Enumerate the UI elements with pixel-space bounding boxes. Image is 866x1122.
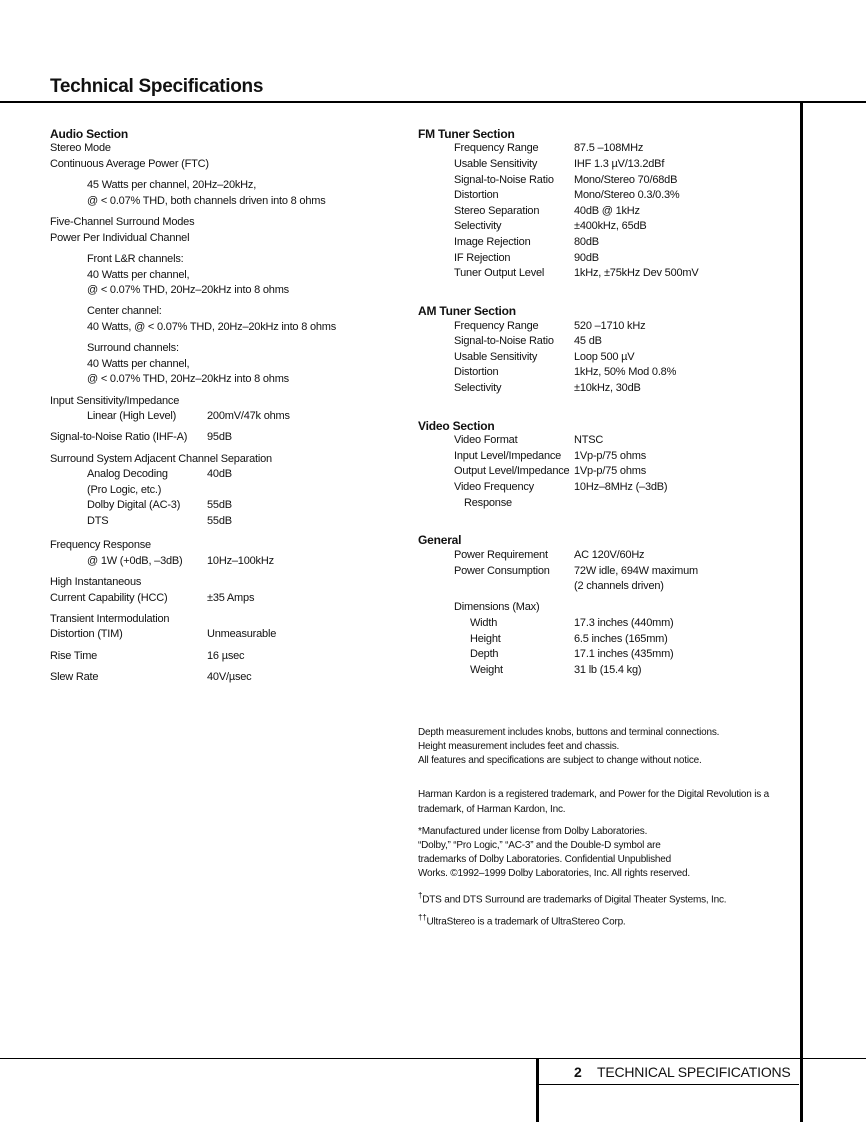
video-label: Input Level/Impedance bbox=[454, 450, 562, 462]
fm-value: ±400kHz, 65dB bbox=[574, 220, 647, 232]
fm-value: IHF 1.3 µV/13.2dBf bbox=[574, 158, 665, 170]
dimensions-label: Dimensions (Max) bbox=[454, 601, 540, 613]
dimension-value: 17.3 inches (440mm) bbox=[574, 617, 674, 629]
video-label: Video Format bbox=[454, 434, 518, 446]
power-consumption-value: 72W idle, 694W maximum bbox=[574, 565, 698, 577]
dts-trademark-note bbox=[418, 889, 726, 907]
video-label: Output Level/Impedance bbox=[454, 465, 570, 477]
general-section-heading: General bbox=[418, 533, 462, 547]
video-label: Video Frequency bbox=[454, 481, 534, 493]
analog-decoding-label: Analog Decoding bbox=[87, 468, 168, 480]
dts-trademark-text: DTS and DTS Surround are trademarks of Digital Theater Systems, Inc. bbox=[422, 894, 727, 906]
fm-label: Signal-to-Noise Ratio bbox=[454, 174, 554, 186]
fm-value: Mono/Stereo 0.3/0.3% bbox=[574, 189, 680, 201]
power-consumption-value-2: (2 channels driven) bbox=[574, 580, 664, 592]
channel-separation-label: Surround System Adjacent Channel Separation bbox=[50, 453, 272, 465]
fm-label: Stereo Separation bbox=[454, 205, 540, 217]
hcc-line-1: High Instantaneous bbox=[50, 576, 142, 588]
footer-rule bbox=[0, 1058, 866, 1059]
fm-label: Usable Sensitivity bbox=[454, 158, 538, 170]
dimension-value: 6.5 inches (165mm) bbox=[574, 633, 668, 645]
am-value: 1kHz, 50% Mod 0.8% bbox=[574, 366, 677, 378]
tim-line-1: Transient Intermodulation bbox=[50, 613, 170, 625]
am-label: Distortion bbox=[454, 366, 499, 378]
footer-label-underline bbox=[539, 1084, 799, 1085]
am-value: 45 dB bbox=[574, 335, 602, 347]
ultrastereo-trademark-text: UltraStereo is a trademark of UltraStereo Corp. bbox=[426, 916, 626, 928]
video-value: NTSC bbox=[574, 434, 604, 446]
frequency-response-sub: @ 1W (+0dB, –3dB) bbox=[87, 555, 183, 567]
snr-value: 95dB bbox=[207, 431, 232, 443]
dimension-value: 31 lb (15.4 kg) bbox=[574, 664, 642, 676]
rise-time-value: 16 µsec bbox=[207, 650, 245, 662]
frequency-response-value: 10Hz–100kHz bbox=[207, 555, 274, 567]
power-requirement-label: Power Requirement bbox=[454, 549, 548, 561]
fm-label: Tuner Output Level bbox=[454, 267, 545, 279]
fm-label: Selectivity bbox=[454, 220, 502, 232]
fm-value: 1kHz, ±75kHz Dev 500mV bbox=[574, 267, 699, 279]
change-note: All features and specifications are subject to change without notice. bbox=[418, 755, 702, 766]
dts-label: DTS bbox=[87, 515, 109, 527]
continuous-power-label: Continuous Average Power (FTC) bbox=[50, 158, 209, 170]
am-value: Loop 500 µV bbox=[574, 351, 635, 363]
center-channel-label: Center channel: bbox=[87, 305, 162, 317]
dimension-label: Weight bbox=[470, 664, 503, 676]
am-label: Selectivity bbox=[454, 382, 502, 394]
am-label: Signal-to-Noise Ratio bbox=[454, 335, 554, 347]
am-value: ±10kHz, 30dB bbox=[574, 382, 641, 394]
footer-vertical-rule bbox=[536, 1058, 539, 1122]
frequency-response-label: Frequency Response bbox=[50, 539, 151, 551]
fm-value: 40dB @ 1kHz bbox=[574, 205, 640, 217]
power-requirement-value: AC 120V/60Hz bbox=[574, 549, 645, 561]
slew-rate-value: 40V/µsec bbox=[207, 671, 252, 683]
audio-section-heading: Audio Section bbox=[50, 127, 129, 141]
linear-label: Linear (High Level) bbox=[87, 410, 177, 422]
dimension-value: 17.1 inches (435mm) bbox=[574, 648, 674, 660]
slew-rate-label: Slew Rate bbox=[50, 671, 99, 683]
double-dagger-mark: †† bbox=[418, 913, 427, 922]
five-channel-label: Five-Channel Surround Modes bbox=[50, 216, 195, 228]
front-channels-line-1: 40 Watts per channel, bbox=[87, 269, 190, 281]
right-column-rule bbox=[800, 101, 803, 1122]
video-value: 10Hz–8MHz (–3dB) bbox=[574, 481, 668, 493]
fm-label: IF Rejection bbox=[454, 252, 511, 264]
dagger-mark: † bbox=[418, 891, 423, 900]
surround-channels-label: Surround channels: bbox=[87, 342, 179, 354]
video-value: 1Vp-p/75 ohms bbox=[574, 450, 646, 462]
tim-value: Unmeasurable bbox=[207, 628, 277, 640]
input-sensitivity-label: Input Sensitivity/Impedance bbox=[50, 395, 180, 407]
fm-value: Mono/Stereo 70/68dB bbox=[574, 174, 678, 186]
ultrastereo-trademark-note bbox=[418, 911, 626, 929]
front-channels-line-2: @ < 0.07% THD, 20Hz–20kHz into 8 ohms bbox=[87, 284, 289, 296]
snr-label: Signal-to-Noise Ratio (IHF-A) bbox=[50, 431, 188, 443]
power-consumption-label: Power Consumption bbox=[454, 565, 550, 577]
analog-decoding-value: 40dB bbox=[207, 468, 232, 480]
fm-label: Frequency Range bbox=[454, 142, 539, 154]
stereo-power-line-1: 45 Watts per channel, 20Hz–20kHz, bbox=[87, 179, 257, 191]
fm-value: 87.5 –108MHz bbox=[574, 142, 644, 154]
video-value: 1Vp-p/75 ohms bbox=[574, 465, 646, 477]
dimension-label: Width bbox=[470, 617, 498, 629]
am-section-heading: AM Tuner Section bbox=[418, 304, 516, 318]
center-channel-line-1: 40 Watts, @ < 0.07% THD, 20Hz–20kHz into 8 ohms bbox=[87, 321, 337, 333]
am-label: Usable Sensitivity bbox=[454, 351, 538, 363]
front-channels-label: Front L&R channels: bbox=[87, 253, 184, 265]
video-section-heading: Video Section bbox=[418, 419, 495, 433]
dolby-note-line-2: “Dolby,” “Pro Logic,” “AC-3” and the Double-D symbol are bbox=[418, 840, 661, 851]
dolby-note-line-4: Works. ©1992–1999 Dolby Laboratories, Inc. All rights reserved. bbox=[418, 868, 690, 879]
harman-trademark-line-2: trademark, of Harman Kardon, Inc. bbox=[418, 804, 566, 815]
footer-section-label: TECHNICAL SPECIFICATIONS bbox=[597, 1064, 791, 1080]
pro-logic-label: (Pro Logic, etc.) bbox=[87, 484, 162, 496]
power-per-channel-label: Power Per Individual Channel bbox=[50, 232, 190, 244]
tim-line-2: Distortion (TIM) bbox=[50, 628, 123, 640]
hcc-value: ±35 Amps bbox=[207, 592, 255, 604]
am-value: 520 –1710 kHz bbox=[574, 320, 646, 332]
dolby-digital-value: 55dB bbox=[207, 499, 232, 511]
fm-value: 80dB bbox=[574, 236, 599, 248]
dts-value: 55dB bbox=[207, 515, 232, 527]
dimension-label: Depth bbox=[470, 648, 499, 660]
surround-channels-line-2: @ < 0.07% THD, 20Hz–20kHz into 8 ohms bbox=[87, 373, 289, 385]
dolby-note-line-3: trademarks of Dolby Laboratories. Confidential Unpublished bbox=[418, 854, 671, 865]
fm-label: Image Rejection bbox=[454, 236, 531, 248]
harman-trademark-line-1: Harman Kardon is a registered trademark, and Power for the Digital Revolution is a bbox=[418, 789, 769, 800]
video-response-label: Response bbox=[464, 497, 512, 509]
dolby-digital-label: Dolby Digital (AC-3) bbox=[87, 499, 181, 511]
page-number: 2 bbox=[574, 1064, 582, 1080]
height-note: Height measurement includes feet and chassis. bbox=[418, 741, 620, 752]
hcc-line-2: Current Capability (HCC) bbox=[50, 592, 168, 604]
stereo-mode-label: Stereo Mode bbox=[50, 142, 111, 154]
rise-time-label: Rise Time bbox=[50, 650, 98, 662]
page-title: Technical Specifications bbox=[50, 76, 264, 97]
fm-section-heading: FM Tuner Section bbox=[418, 127, 515, 141]
am-label: Frequency Range bbox=[454, 320, 539, 332]
stereo-power-line-2: @ < 0.07% THD, both channels driven into 8 ohms bbox=[87, 195, 326, 207]
dimension-label: Height bbox=[470, 633, 501, 645]
depth-note: Depth measurement includes knobs, buttons and terminal connections. bbox=[418, 727, 720, 738]
linear-value: 200mV/47k ohms bbox=[207, 410, 290, 422]
header-rule bbox=[0, 101, 866, 103]
fm-value: 90dB bbox=[574, 252, 599, 264]
surround-channels-line-1: 40 Watts per channel, bbox=[87, 358, 190, 370]
dolby-note-line-1: *Manufactured under license from Dolby Laboratories. bbox=[418, 826, 648, 837]
fm-label: Distortion bbox=[454, 189, 499, 201]
